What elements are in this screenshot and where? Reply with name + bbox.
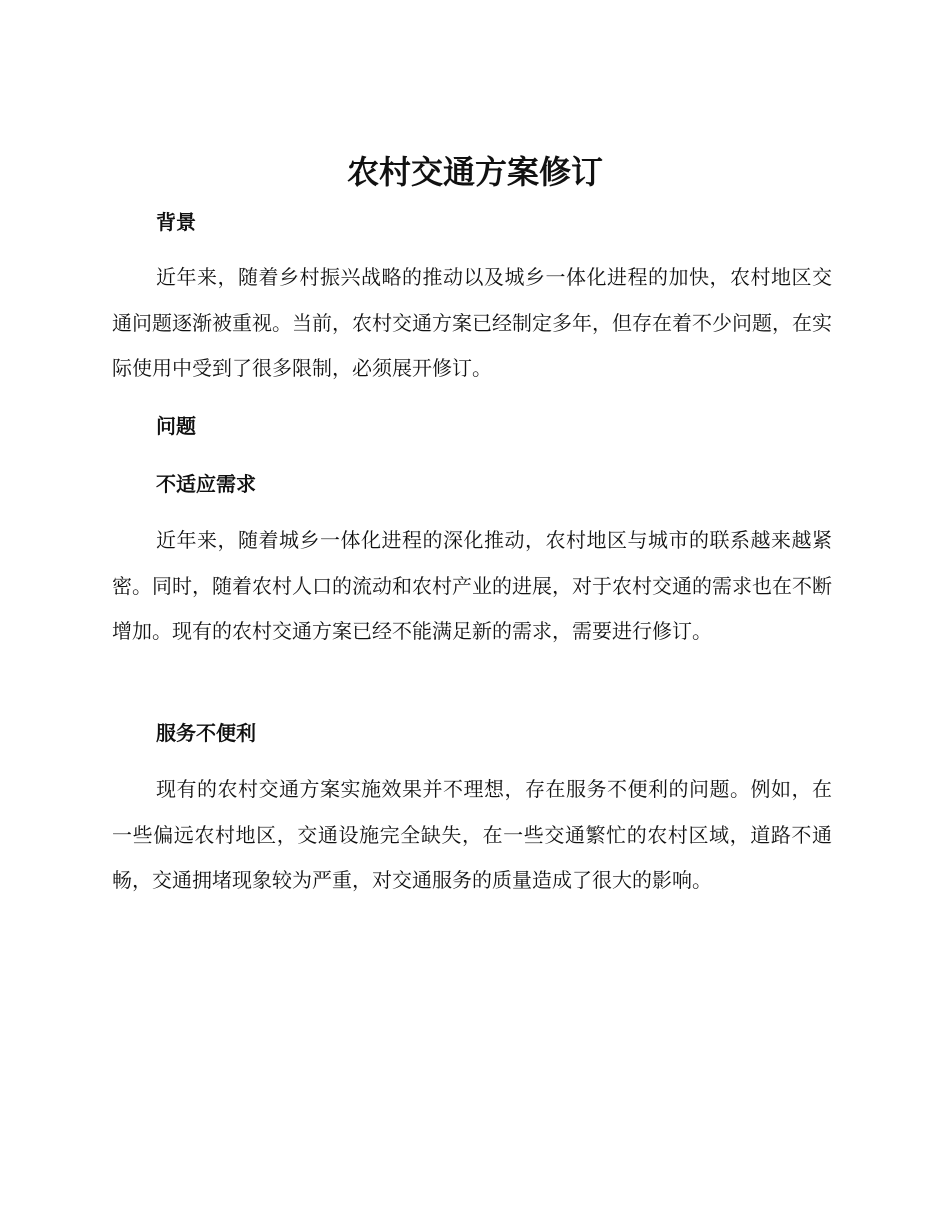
document-title: 农村交通方案修订 xyxy=(346,153,603,191)
section-paragraph-inconvenient-service: 现有的农村交通方案实施效果并不理想，存在服务不便利的问题。例如，在一些偏远农村地区，交通设施完全缺失，在一些交通繁忙的农村区域，道路不通畅，交通拥堵现象较为严重，对交通服务的质量造成了很大的影响。 xyxy=(112,777,832,892)
section-heading-problems: 问题 xyxy=(156,414,196,438)
section-heading-inconvenient-service: 服务不便利 xyxy=(156,721,256,745)
section-paragraph-background: 近年来，随着乡村振兴战略的推动以及城乡一体化进程的加快，农村地区交通问题逐渐被重视。当前，农村交通方案已经制定多年，但存在着不少问题，在实际使用中受到了很多限制，必须展开修订。 xyxy=(112,265,832,380)
section-heading-background: 背景 xyxy=(156,210,196,234)
section-paragraph-unmet-demand: 近年来，随着城乡一体化进程的深化推动，农村地区与城市的联系越来越紧密。同时，随着农村人口的流动和农村产业的进展，对于农村交通的需求也在不断增加。现有的农村交通方案已经不能满足新的需求，需要进行修订。 xyxy=(112,528,832,643)
section-heading-unmet-demand: 不适应需求 xyxy=(156,472,256,496)
